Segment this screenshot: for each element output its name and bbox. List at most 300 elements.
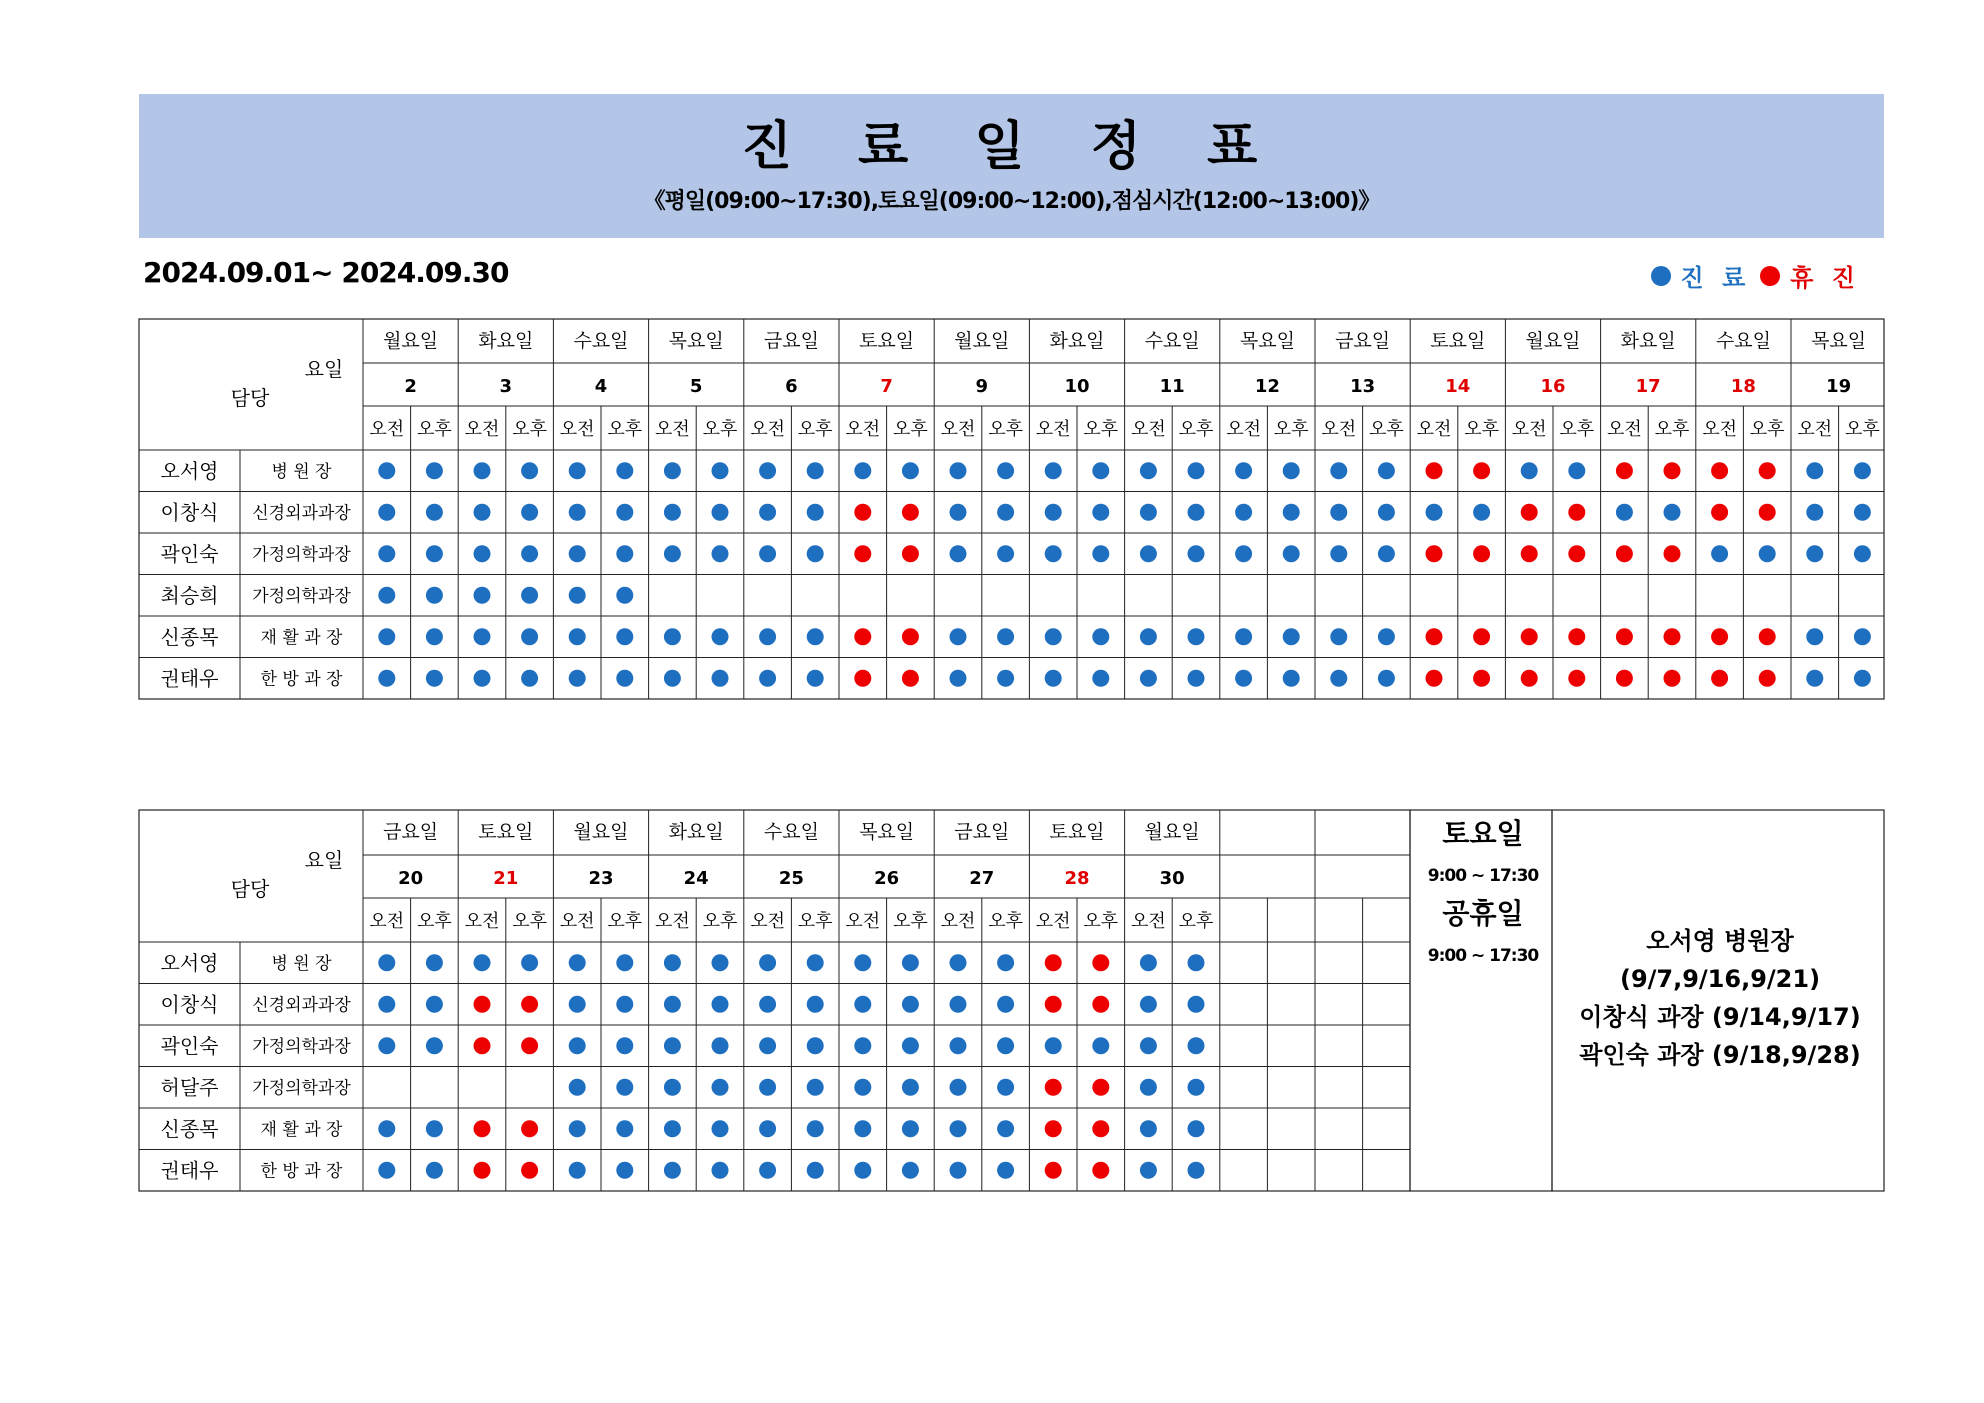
open-dot (712, 1120, 729, 1137)
am-header: 오전 (655, 911, 690, 932)
legend-closed-label: 휴 진 (1790, 264, 1860, 292)
closed-dot (1616, 670, 1633, 687)
weekday-header: 금요일 (954, 821, 1010, 843)
open-dot (950, 1120, 967, 1137)
pm-header: 오후 (512, 419, 547, 440)
open-dot (712, 1037, 729, 1054)
open-dot (854, 1120, 871, 1137)
pm-header: 오후 (417, 911, 452, 932)
open-dot (378, 670, 395, 687)
open-dot (616, 628, 633, 645)
weekday-header: 월요일 (383, 330, 439, 352)
open-dot (616, 670, 633, 687)
open-dot (664, 462, 681, 479)
closed-dot (1711, 670, 1728, 687)
open-dot (1854, 504, 1871, 521)
closed-dot (1426, 545, 1443, 562)
open-dot (1140, 1120, 1157, 1137)
open-dot (712, 996, 729, 1013)
open-dot (1330, 504, 1347, 521)
open-dot (997, 954, 1014, 971)
closed-dot (1568, 628, 1585, 645)
am-header: 오전 (940, 911, 976, 932)
weekday-header: 목요일 (859, 821, 915, 843)
closure-line: 오서영 병원장 (1646, 927, 1794, 955)
open-dot (1188, 1162, 1205, 1179)
date-header: 4 (594, 376, 608, 397)
open-dot (378, 1162, 395, 1179)
closed-dot (1521, 504, 1538, 521)
open-dot (664, 954, 681, 971)
open-dot (616, 996, 633, 1013)
open-dot (1283, 670, 1300, 687)
date-header: 10 (1064, 376, 1090, 397)
am-header: 오전 (369, 419, 405, 440)
open-dot (1378, 545, 1395, 562)
pm-header: 오후 (512, 911, 547, 932)
open-dot (569, 628, 586, 645)
open-dot (1188, 628, 1205, 645)
open-dot (1806, 462, 1823, 479)
open-dot (807, 462, 824, 479)
closed-dot (1092, 996, 1109, 1013)
am-header: 오전 (464, 911, 500, 932)
open-dot (1806, 628, 1823, 645)
staff-role: 신경외과과장 (252, 995, 351, 1016)
open-dot (997, 545, 1014, 562)
open-dot (616, 1120, 633, 1137)
open-dot (569, 504, 586, 521)
closed-dot (1426, 670, 1443, 687)
open-dot (1092, 462, 1109, 479)
open-dot (474, 954, 491, 971)
open-dot (426, 1162, 443, 1179)
date-header: 9 (975, 376, 989, 397)
open-dot (1092, 1037, 1109, 1054)
closed-dot (1759, 670, 1776, 687)
closed-dot (1473, 545, 1490, 562)
open-dot (474, 628, 491, 645)
open-dot (569, 670, 586, 687)
open-dot (1330, 670, 1347, 687)
am-header: 오전 (1226, 419, 1261, 440)
open-dot (1092, 670, 1109, 687)
open-dot (1616, 504, 1633, 521)
open-dot (1854, 628, 1871, 645)
open-dot (521, 462, 538, 479)
open-dot (521, 545, 538, 562)
closed-dot (1759, 628, 1776, 645)
open-dot (1140, 1079, 1157, 1096)
open-dot (521, 504, 538, 521)
open-dot (997, 462, 1014, 479)
open-dot (378, 996, 395, 1013)
open-dot (1092, 628, 1109, 645)
open-dot (759, 462, 776, 479)
weekday-header: 월요일 (1525, 330, 1581, 352)
pm-header: 오후 (702, 419, 738, 440)
open-dot (1283, 504, 1300, 521)
open-dot (1140, 628, 1157, 645)
staff-name: 오서영 (160, 950, 219, 975)
closed-dot (521, 996, 538, 1013)
open-dot (1045, 1037, 1062, 1054)
am-header: 오전 (845, 419, 881, 440)
closed-dot (1045, 954, 1062, 971)
open-dot (1188, 1079, 1205, 1096)
am-header: 오전 (655, 419, 690, 440)
open-dot (950, 545, 967, 562)
am-header: 오전 (559, 419, 595, 440)
staff-role: 한 방 과 장 (260, 669, 343, 690)
am-header: 오전 (1035, 419, 1071, 440)
staff-role: 재 활 과 장 (260, 1119, 343, 1140)
open-dot (759, 1079, 776, 1096)
staff-role: 가정의학과장 (252, 586, 351, 607)
staff-header-label: 담당 (230, 877, 270, 901)
open-dot (1140, 954, 1157, 971)
open-dot (807, 1079, 824, 1096)
weekday-header: 월요일 (573, 821, 629, 843)
pm-header: 오후 (417, 419, 452, 440)
closed-dot (1568, 504, 1585, 521)
closed-dot (854, 628, 871, 645)
staff-role: 가정의학과장 (252, 1078, 351, 1099)
closed-dot (521, 1120, 538, 1137)
holiday-label: 공휴일 (1442, 897, 1524, 930)
open-dot (616, 587, 633, 604)
closed-dot (521, 1037, 538, 1054)
date-header: 21 (493, 868, 519, 889)
open-dot (1854, 462, 1871, 479)
open-dot (378, 462, 395, 479)
open-dot (616, 1079, 633, 1096)
saturday-hours: 9:00 ~ 17:30 (1427, 866, 1539, 886)
open-dot (521, 954, 538, 971)
open-dot (807, 1162, 824, 1179)
closure-line: 곽인숙 과장 (9/18,9/28) (1579, 1041, 1861, 1069)
staff-name: 최승희 (160, 583, 219, 608)
open-dot (426, 462, 443, 479)
open-dot (807, 545, 824, 562)
closed-dot (1711, 628, 1728, 645)
open-dot (1664, 504, 1681, 521)
open-dot (1092, 504, 1109, 521)
staff-role: 한 방 과 장 (260, 1161, 343, 1182)
pm-header: 오후 (797, 911, 833, 932)
holiday-hours: 9:00 ~ 17:30 (1427, 946, 1539, 966)
open-dot (426, 587, 443, 604)
open-dot (1806, 670, 1823, 687)
closed-dot (854, 545, 871, 562)
weekday-header: 금요일 (763, 330, 819, 352)
open-dot (616, 545, 633, 562)
open-dot (712, 504, 729, 521)
closed-dot (1521, 545, 1538, 562)
open-dot (807, 996, 824, 1013)
open-dot (664, 1162, 681, 1179)
open-dot (1188, 954, 1205, 971)
open-dot (902, 1162, 919, 1179)
open-dot (902, 996, 919, 1013)
staff-role: 병 원 장 (271, 953, 332, 974)
open-dot (1188, 545, 1205, 562)
open-dot (1045, 545, 1062, 562)
date-header: 28 (1064, 868, 1090, 889)
weekday-header: 목요일 (1239, 330, 1295, 352)
open-dot (474, 587, 491, 604)
open-dot (1140, 996, 1157, 1013)
closed-dot (1711, 504, 1728, 521)
closed-dot (1664, 462, 1681, 479)
open-dot (950, 1079, 967, 1096)
open-dot (521, 670, 538, 687)
am-header: 오전 (940, 419, 976, 440)
open-dot (616, 1037, 633, 1054)
open-dot (1235, 628, 1252, 645)
date-header: 7 (880, 376, 893, 397)
date-header: 25 (778, 868, 804, 889)
weekday-header: 목요일 (668, 330, 724, 352)
closed-dot (1616, 462, 1633, 479)
open-dot (759, 1037, 776, 1054)
open-dot (997, 1037, 1014, 1054)
date-header: 19 (1826, 376, 1852, 397)
weekday-header: 화요일 (668, 821, 724, 843)
day-header-label: 요일 (304, 357, 344, 381)
open-dot (1759, 545, 1776, 562)
open-dot (1568, 462, 1585, 479)
date-range: 2024.09.01~ 2024.09.30 (143, 256, 509, 289)
closed-dot (854, 504, 871, 521)
closed-dot (1045, 1120, 1062, 1137)
am-header: 오전 (1797, 419, 1833, 440)
open-dot (521, 628, 538, 645)
open-dot (950, 1162, 967, 1179)
open-dot (664, 670, 681, 687)
open-dot (1140, 545, 1157, 562)
open-dot (712, 670, 729, 687)
pm-header: 오후 (1178, 911, 1214, 932)
closed-dot (474, 1162, 491, 1179)
day-header-label: 요일 (304, 848, 344, 872)
open-dot (1188, 504, 1205, 521)
closed-dot (1473, 462, 1490, 479)
open-dot (759, 1120, 776, 1137)
am-header: 오전 (750, 911, 785, 932)
open-dot (902, 954, 919, 971)
am-header: 오전 (1131, 911, 1166, 932)
staff-name: 곽인숙 (160, 541, 219, 566)
open-dot (759, 545, 776, 562)
open-dot (426, 1120, 443, 1137)
staff-name: 오서영 (160, 458, 219, 483)
open-dot (712, 954, 729, 971)
open-dot (569, 1120, 586, 1137)
date-header: 27 (969, 868, 995, 889)
open-dot (997, 628, 1014, 645)
closed-dot (902, 670, 919, 687)
open-dot (854, 1162, 871, 1179)
date-header: 30 (1159, 868, 1185, 889)
open-dot (854, 954, 871, 971)
open-dot (474, 462, 491, 479)
open-dot (1283, 628, 1300, 645)
closed-dot (1521, 628, 1538, 645)
open-dot (378, 628, 395, 645)
open-dot (807, 954, 824, 971)
closed-dot (1664, 628, 1681, 645)
date-header: 23 (588, 868, 614, 889)
page-subtitle: 《평일(09:00~17:30),토요일(09:00~12:00),점심시간(12:00~13:00)》 (643, 189, 1380, 214)
open-dot (712, 628, 729, 645)
weekday-header: 목요일 (1811, 330, 1867, 352)
legend-open-label: 진 료 (1680, 264, 1751, 292)
closed-dot (1759, 504, 1776, 521)
closed-dot (1092, 1079, 1109, 1096)
open-dot (616, 1162, 633, 1179)
open-dot (474, 670, 491, 687)
am-header: 오전 (369, 911, 405, 932)
date-header: 3 (499, 376, 513, 397)
open-dot (1140, 504, 1157, 521)
open-dot (1426, 504, 1443, 521)
open-dot (712, 1162, 729, 1179)
open-dot (378, 1120, 395, 1137)
staff-header-label: 담당 (230, 386, 270, 410)
am-header: 오전 (1321, 419, 1357, 440)
open-dot (1330, 545, 1347, 562)
open-dot (616, 954, 633, 971)
open-dot (712, 462, 729, 479)
staff-name: 허달주 (160, 1075, 219, 1100)
open-dot (664, 1120, 681, 1137)
pm-header: 오후 (1654, 419, 1690, 440)
closed-dot (1045, 996, 1062, 1013)
staff-role: 재 활 과 장 (260, 627, 343, 648)
weekday-header: 토요일 (1049, 821, 1105, 843)
open-dot (378, 1037, 395, 1054)
am-header: 오전 (1702, 419, 1737, 440)
open-dot (569, 1037, 586, 1054)
date-header: 16 (1540, 376, 1566, 397)
open-dot (474, 504, 491, 521)
open-dot (1188, 462, 1205, 479)
pm-header: 오후 (988, 419, 1023, 440)
open-dot (569, 1162, 586, 1179)
open-dot (426, 670, 443, 687)
closed-dot (902, 628, 919, 645)
open-dot (521, 587, 538, 604)
open-dot (1378, 462, 1395, 479)
date-header: 24 (683, 868, 709, 889)
date-header: 17 (1635, 376, 1661, 397)
closure-note (1555, 922, 1885, 1074)
open-dot (664, 1079, 681, 1096)
staff-name: 권태우 (160, 1158, 219, 1183)
staff-name: 이창식 (160, 992, 219, 1017)
closed-dot (1521, 670, 1538, 687)
pm-header: 오후 (607, 419, 643, 440)
closed-dot (1616, 628, 1633, 645)
am-header: 오전 (845, 911, 881, 932)
am-header: 오전 (1035, 911, 1071, 932)
open-dot (759, 670, 776, 687)
staff-name: 신종목 (160, 1116, 219, 1141)
closed-dot (902, 545, 919, 562)
pm-header: 오후 (607, 911, 643, 932)
closed-dot (474, 1120, 491, 1137)
closed-dot (474, 996, 491, 1013)
pm-header: 오후 (1464, 419, 1499, 440)
staff-name: 곽인숙 (160, 1033, 219, 1058)
staff-name: 신종목 (160, 624, 219, 649)
am-header: 오전 (559, 911, 595, 932)
open-dot (664, 628, 681, 645)
date-header: 18 (1730, 376, 1756, 397)
pm-header: 오후 (1369, 419, 1404, 440)
am-header: 오전 (750, 419, 785, 440)
open-dot (1092, 545, 1109, 562)
open-dot (1235, 504, 1252, 521)
date-header: 14 (1445, 376, 1471, 397)
am-header: 오전 (1131, 419, 1166, 440)
pm-header: 오후 (1845, 419, 1880, 440)
open-dot (569, 1079, 586, 1096)
open-dot (997, 996, 1014, 1013)
open-dot (807, 1120, 824, 1137)
closure-line: (9/7,9/16,9/21) (1619, 965, 1821, 993)
closed-dot (1616, 545, 1633, 562)
date-header: 5 (689, 376, 703, 397)
open-dot (1188, 1120, 1205, 1137)
open-dot (902, 462, 919, 479)
open-dot (1045, 628, 1062, 645)
closed-dot (1473, 670, 1490, 687)
date-header: 11 (1159, 376, 1185, 397)
open-dot (1140, 1162, 1157, 1179)
open-dot (902, 1037, 919, 1054)
open-dot (569, 996, 586, 1013)
open-dot (378, 954, 395, 971)
open-dot (854, 1037, 871, 1054)
open-dot (1711, 545, 1728, 562)
closed-dot (1426, 628, 1443, 645)
open-dot (616, 504, 633, 521)
open-dot (1854, 670, 1871, 687)
pm-header: 오후 (1273, 419, 1309, 440)
open-dot (426, 954, 443, 971)
open-dot (950, 670, 967, 687)
open-dot (997, 1120, 1014, 1137)
open-dot (378, 587, 395, 604)
staff-role: 신경외과과장 (252, 503, 351, 524)
open-dot (569, 462, 586, 479)
open-dot (1854, 545, 1871, 562)
open-dot (807, 1037, 824, 1054)
saturday-label: 토요일 (1442, 817, 1524, 850)
open-dot (950, 954, 967, 971)
am-header: 오전 (1607, 419, 1642, 440)
staff-name: 이창식 (160, 500, 219, 525)
open-dot (807, 628, 824, 645)
pm-header: 오후 (1749, 419, 1785, 440)
open-dot (854, 1079, 871, 1096)
open-dot (1330, 462, 1347, 479)
open-dot (1235, 545, 1252, 562)
open-dot (1378, 628, 1395, 645)
date-header: 6 (785, 376, 798, 397)
